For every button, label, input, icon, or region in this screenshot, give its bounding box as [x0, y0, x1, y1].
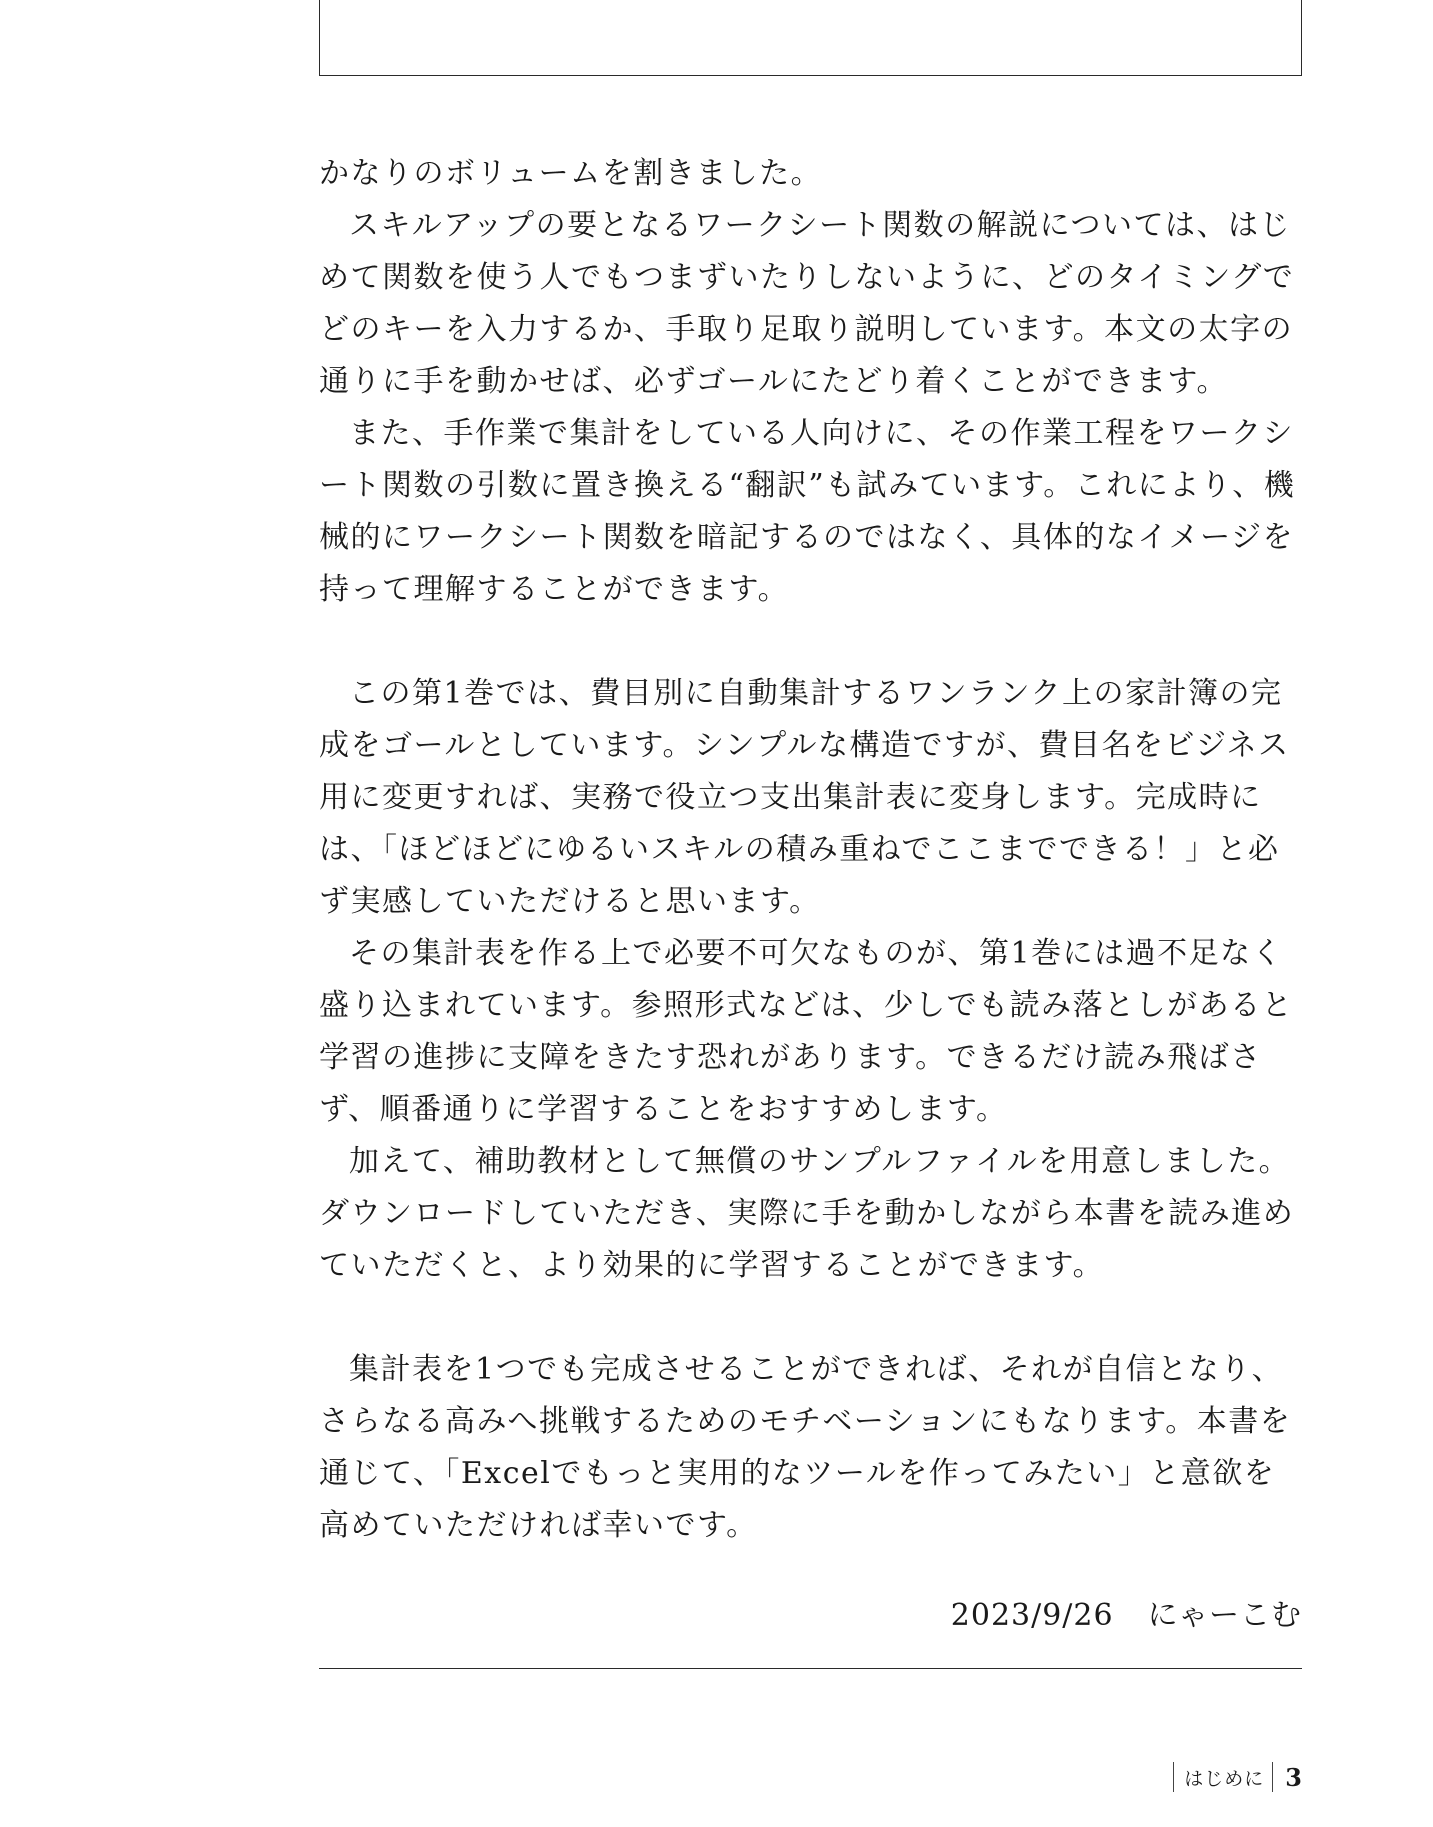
page-number: 3	[1285, 1762, 1302, 1792]
top-frame-box	[319, 0, 1302, 76]
paragraph-3: また、手作業で集計をしている人向けに、その作業工程をワークシート関数の引数に置き換える“翻訳”も試みています。これにより、機械的にワークシート関数を暗記するのではなく、具体的なイメージを持って理解することができます。	[319, 416, 1296, 607]
paragraph-gap	[319, 616, 1302, 668]
paragraph-2: スキルアップの要となるワークシート関数の解説については、はじめて関数を使う人でもつまずいたりしないように、どのタイミングでどのキーを入力するか、手取り足取り説明しています。本文の太字の通りに手を動かせば、必ずゴールにたどり着くことができます。	[319, 208, 1295, 399]
page-footer	[1173, 1760, 1302, 1794]
paragraph-6: 加えて、補助教材として無償のサンプルファイルを用意しました。ダウンロードしていただき、実際に手を動かしながら本書を読み進めていただくと、より効果的に学習することができます。	[319, 1144, 1295, 1283]
bottom-rule	[319, 1668, 1302, 1669]
paragraph-gap	[319, 1292, 1302, 1344]
signature-date: 2023/9/26	[950, 1598, 1114, 1633]
paragraph-7: 集計表を1つでも完成させることができれば、それが自信となり、さらなる高みへ挑戦するためのモチベーションにもなります。本書を通じて、「Excelでもっと実用的なツールを作ってみたい」と意欲を高めていただければ幸いです。	[319, 1352, 1292, 1543]
paragraph-1: かなりのボリュームを割きました。	[319, 156, 823, 191]
paragraph-5: その集計表を作る上で必要不可欠なものが、第1巻には過不足なく盛り込まれています。参照形式などは、少しでも読み落としがあると学習の進捗に支障をきたす恐れがあります。できるだけ読み飛ばさず、順番通りに学習することをおすすめします。	[319, 936, 1294, 1127]
paragraph-4: この第1巻では、費目別に自動集計するワンランク上の家計簿の完成をゴールとしています。シンプルな構造ですが、費目名をビジネス用に変更すれば、実務で役立つ支出集計表に変身します。完成時には、「ほどほどにゆるいスキルの積み重ねでここまでできる！」と必ず実感していただけると思います。	[319, 676, 1290, 919]
signature-author: にゃーこむ	[1147, 1598, 1302, 1633]
body-text	[319, 148, 1302, 1552]
footer-section-label: はじめに	[1184, 1767, 1265, 1790]
signature	[319, 1590, 1302, 1642]
